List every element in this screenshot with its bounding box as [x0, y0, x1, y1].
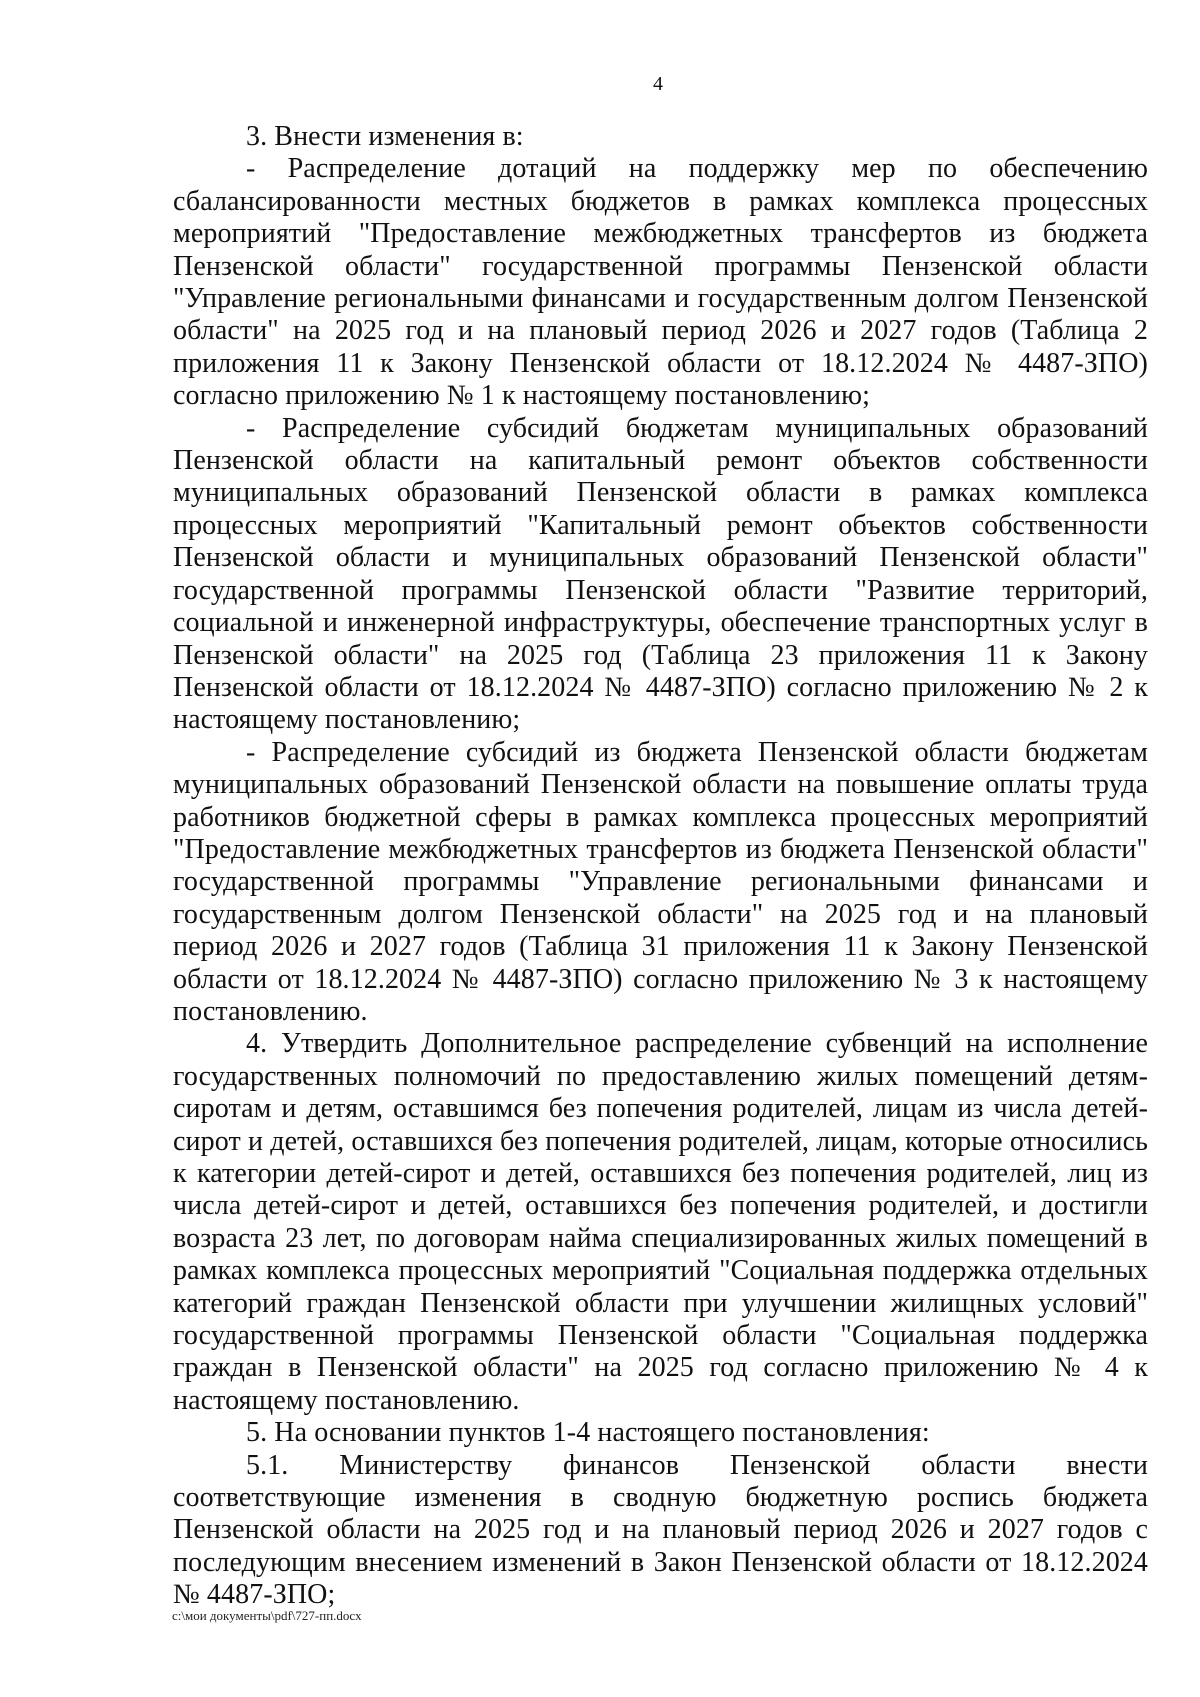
paragraph-4: 4. Утвердить Дополнительное распределение субвенций на исполнение государственных полномочий по предоставлению жилых помещений детям-сиротам и детям, оставшимся без попечения родителей, лицам из числа детей-сирот и детей, оставшихся без попечения родителей, лицам, которые относились к категории детей-сирот и детей, оставшихся без попечения родителей, лиц из числа детей-сирот и детей, оставшихся без попечения родителей, и достигли возраста 23 лет, по договорам найма специализированных жилых помещений в рамках комплекса процессных мероприятий "Социальная поддержка отдельных категорий граждан Пензенской области при улучшении жилищных условий" государственной программы Пензенской области "Социальная поддержка граждан в Пензенской области" на 2025 год согласно приложению № 4 к настоящему постановлению. — [173, 1028, 1148, 1416]
page-number: 4 — [653, 73, 663, 95]
footer-file-path: c:\мои документы\pdf\727-пп.docx — [172, 1608, 362, 1623]
document-body — [173, 121, 1148, 1612]
paragraph-3-item-capital-repair: - Распределение субсидий бюджетам муниципальных образований Пензенской области на капитальный ремонт объектов собственности муниципальных образований Пензенской области в рамках комплекса процессных мероприятий "Капитальный ремонт объектов собственности Пензенской области и муниципальных образований Пензенской области" государственной программы Пензенской области "Развитие территорий, социальной и инженерной инфраструктуры, обеспечение транспортных услуг в Пензенской области" на 2025 год (Таблица 23 приложения 11 к Закону Пензенской области от 18.12.2024 № 4487-ЗПО) согласно приложению № 2 к настоящему постановлению; — [173, 412, 1148, 736]
paragraph-3-item-salary: - Распределение субсидий из бюджета Пензенской области бюджетам муниципальных образований Пензенской области на повышение оплаты труда работников бюджетной сферы в рамках комплекса процессных мероприятий "Предоставление межбюджетных трансфертов из бюджета Пензенской области" государственной программы "Управление региональными финансами и государственным долгом Пензенской области" на 2025 год и на плановый период 2026 и 2027 годов (Таблица 31 приложения 11 к Закону Пензенской области от 18.12.2024 № 4487-ЗПО) согласно приложению № 3 к настоящему постановлению. — [173, 736, 1148, 1027]
paragraph-3-item-dotations: - Распределение дотаций на поддержку мер по обеспечению сбалансированности местных бюджетов в рамках комплекса процессных мероприятий "Предоставление межбюджетных трансфертов из бюджета Пензенской области" государственной программы Пензенской области "Управление региональными финансами и государственным долгом Пензенской области" на 2025 год и на плановый период 2026 и 2027 годов (Таблица 2 приложения 11 к Закону Пензенской области от 18.12.2024 № 4487-ЗПО) согласно приложению № 1 к настоящему постановлению; — [173, 153, 1148, 412]
paragraph-3-intro: 3. Внести изменения в: — [246, 121, 524, 152]
paragraph-5: 5. На основании пунктов 1-4 настоящего постановления: — [246, 1417, 930, 1449]
paragraph-5-1: 5.1. Министерству финансов Пензенской области внести соответствующие изменения в сводную бюджетную роспись бюджета Пензенской области на 2025 год и на плановый период 2026 и 2027 годов с последующим внесением изменений в Закон Пензенской области от 18.12.2024 № 4487-ЗПО; — [173, 1449, 1148, 1611]
